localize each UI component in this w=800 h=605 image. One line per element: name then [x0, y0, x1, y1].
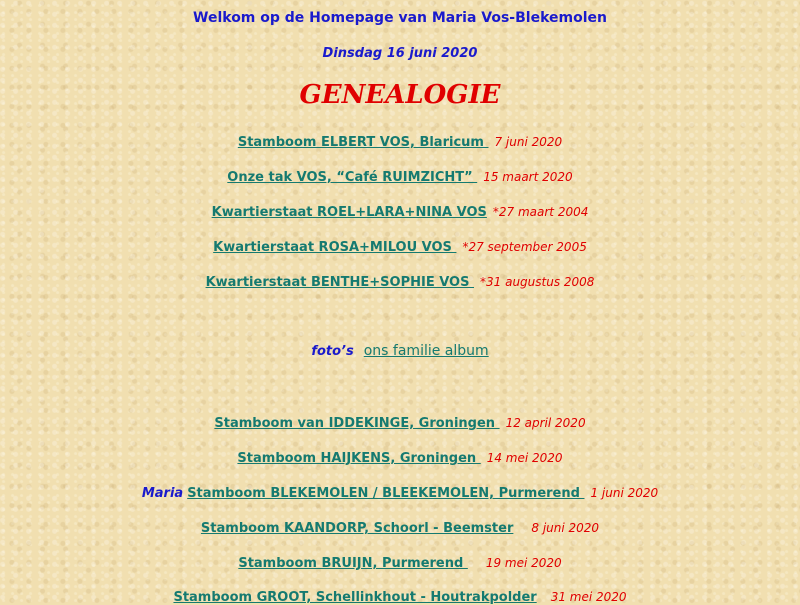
photo-album-row: [0, 340, 800, 359]
link-stamboom-kaandorp[interactable]: Stamboom KAANDORP, Schoorl - Beemster: [200, 521, 514, 536]
update-date: 8 juni 2020: [531, 521, 600, 535]
maria-label: Maria: [141, 486, 184, 501]
list-item: [0, 131, 800, 150]
link-kwartierstaat-rosa-milou[interactable]: Kwartierstaat ROSA+MILOU VOS: [213, 240, 457, 255]
link-stamboom-groot[interactable]: Stamboom GROOT, Schellinkhout - Houtrakpolder: [173, 590, 537, 605]
update-date: 14 mei 2020: [486, 451, 563, 465]
link-stamboom-bruijn[interactable]: Stamboom BRUIJN, Purmerend: [238, 556, 468, 571]
link-stamboom-blekemolen[interactable]: Stamboom BLEKEMOLEN / BLEEKEMOLEN, Purmerend: [187, 486, 585, 501]
update-date: 1 juni 2020: [590, 486, 659, 500]
list-item: [0, 271, 800, 290]
list-item: [0, 236, 800, 255]
list-item: [0, 552, 800, 571]
birth-date: *27 september 2005: [462, 240, 587, 254]
list-item: [0, 482, 800, 501]
list-item: [0, 447, 800, 466]
list-item: [0, 201, 800, 220]
link-kwartierstaat-benthe-sophie[interactable]: Kwartierstaat BENTHE+SOPHIE VOS: [205, 275, 474, 290]
link-stamboom-haijkens[interactable]: Stamboom HAIJKENS, Groningen: [237, 451, 481, 466]
list-item: [0, 412, 800, 431]
link-kwartierstaat-roel-lara-nina[interactable]: Kwartierstaat ROEL+LARA+NINA VOS: [211, 205, 487, 220]
current-date: Dinsdag 16 juni 2020: [322, 46, 478, 61]
list-item: [0, 517, 800, 536]
update-date: 12 april 2020: [505, 416, 586, 430]
list-item: [0, 586, 800, 605]
list-item: [0, 166, 800, 185]
birth-date: *31 augustus 2008: [480, 275, 595, 289]
photos-label: foto’s: [311, 344, 354, 359]
update-date: 15 maart 2020: [483, 170, 573, 184]
link-stamboom-elbert-vos[interactable]: Stamboom ELBERT VOS, Blaricum: [237, 135, 489, 150]
birth-date: *27 maart 2004: [492, 205, 589, 219]
link-familie-album[interactable]: ons familie album: [363, 343, 489, 359]
update-date: 19 mei 2020: [485, 556, 562, 570]
update-date: 31 mei 2020: [550, 590, 627, 604]
update-date: 7 juni 2020: [494, 135, 563, 149]
welcome-title: Welkom op de Homepage van Maria Vos-Blekemolen: [193, 10, 607, 26]
link-onze-tak-vos[interactable]: Onze tak VOS, “Café RUIMZICHT”: [227, 170, 478, 185]
link-stamboom-iddekinge[interactable]: Stamboom van IDDEKINGE, Groningen: [214, 416, 500, 431]
page-heading: GENEALOGIE: [299, 80, 501, 110]
